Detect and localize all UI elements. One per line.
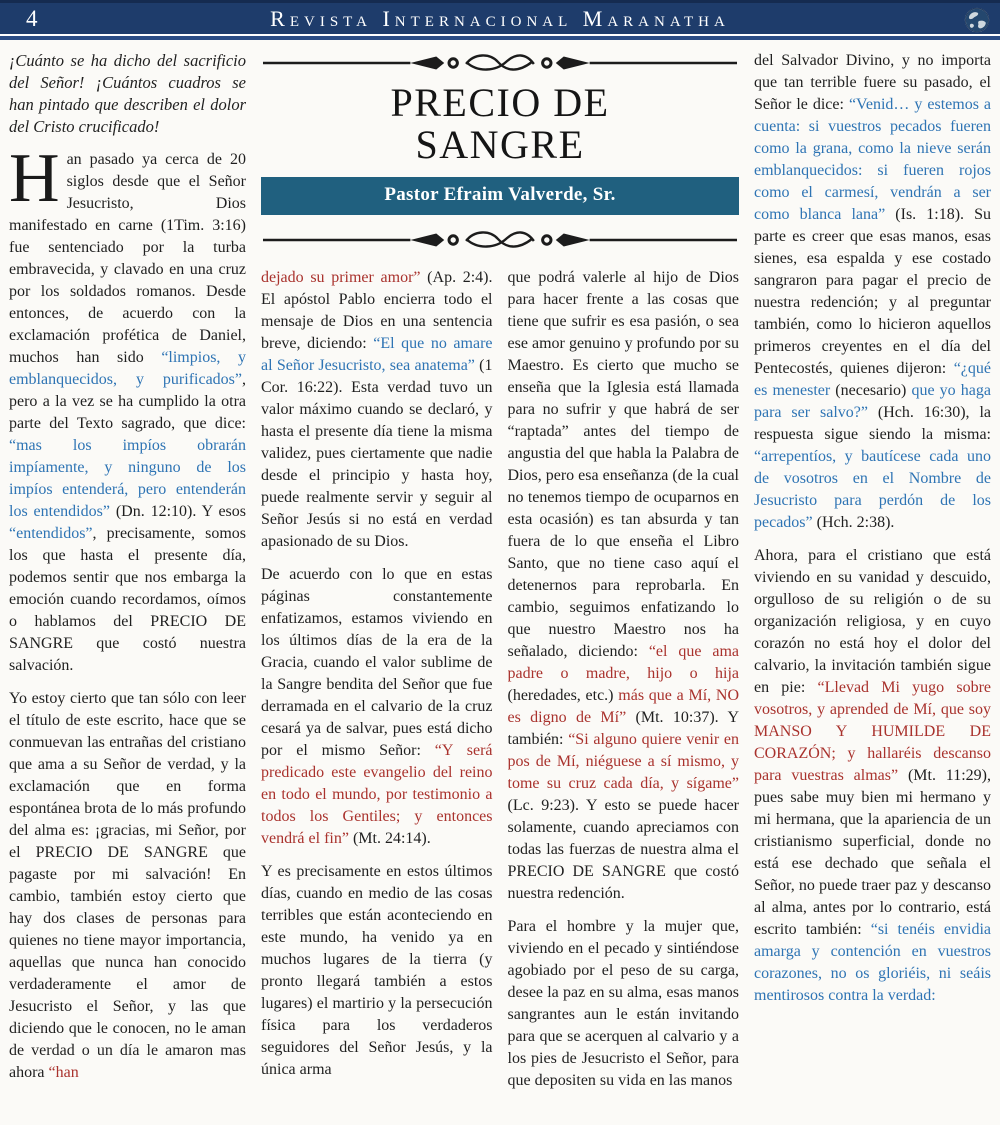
journal-title: Revista Internacional Maranatha	[270, 5, 730, 31]
blue-scripture-quote: “Venid… y estemos a cuenta: si vuestros pecados fueren como la grana, como la nieve serán emblanquecidos: si fueren rojos como el carmesí, vendrán a ser como blanca lana”	[754, 96, 991, 223]
center-columns-wrap	[261, 50, 739, 1122]
blue-scripture-quote: “si tenéis envidia amarga y contención en vuestros corazones, no os gloriéis, ni seáis mentirosos contra la verdad:	[754, 921, 991, 1004]
body-text: an pasado ya cerca de 20 siglos desde que el Señor Jesucristo, Dios manifestado en carne (1Tim. 3:16) fue sentenciado por la turba embravecida, y clavado en una cruz por los soldados romanos. Desde entonces, de acuerdo con la exclamación profética de Daniel, muchos han sido	[9, 151, 246, 366]
blue-scripture-quote: “arrepentíos, y bautícese cada uno de vosotros en el Nombre de Jesucristo para perdón de los pecados”	[754, 448, 991, 531]
article-title-line2: SANGRE	[415, 122, 585, 168]
paragraph	[9, 140, 246, 677]
intro-paragraph	[9, 50, 246, 138]
body-text: De acuerdo con lo que en estas páginas constantemente enfatizamos, estamos viviendo en los últimos días de la era de la Gracia, cuando el valor sublime de la Sangre bendita del Señor que fue derramada en el calvario de la cruz cesará ya de salvar, pues está dicho por el mismo Señor:	[261, 565, 493, 759]
body-text: (Lc. 9:23). Y esto se puede hacer solamente, cuando apreciamos con todas las fuerzas de nuestra alma el PRECIO DE SANGRE que costó nuestra redención.	[507, 796, 739, 902]
body-text: (Dn. 12:10). Y esos	[109, 503, 246, 520]
red-scripture-quote: más que a Mí, NO es digno de Mí”	[507, 686, 739, 726]
article-title	[261, 82, 739, 167]
paragraph	[754, 50, 991, 534]
blue-scripture-quote: “mas los impíos obrarán impíamente, y ninguno de los impíos entenderá, pero entenderán los entendidos”	[9, 437, 246, 520]
paragraph	[508, 267, 740, 905]
body-text: Yo estoy cierto que tan sólo con leer el título de este escrito, hace que se conmuevan las entrañas del cristiano que ama a su Señor de verdad, y la exclamación que en forma espontánea brota de lo más profundo del alma es: ¡gracias, mi Señor, por el PRECIO DE SANGRE que pagaste por mi salvación! En cambio, también estoy cierto que hay dos clases de personas para quienes no tiene mayor importancia, aquellas que nunca han conocido verdaderamente el amor de Jesucristo el Señor, y las que diciendo que le conocen, no le aman de verdad o un día le amaron mas ahora	[9, 690, 246, 1081]
red-scripture-quote: “Si alguno quiere venir en pos de Mí, niéguese a sí mismo, y tome su cruz cada día, y sígame”	[507, 730, 739, 792]
paragraph	[261, 861, 493, 1081]
scroll-divider-icon	[261, 50, 739, 76]
body-text: (Mt. 10:37). Y también:	[507, 708, 739, 748]
body-text: (Mt. 11:29), pues sabe muy bien mi hermano y mi hermana, que la apariencia de un cristianismo superficial, donde no está ese dechado que señala el Señor, no puede traer paz y descanso al alma, antes por lo contrario, está escrito también:	[754, 767, 991, 938]
article-body	[0, 40, 1000, 1122]
page-number: 4	[26, 5, 38, 31]
column-1	[9, 50, 246, 1122]
body-text: Ahora, para el cristiano que está viviendo en su vanidad y descuido, orgulloso de su religión o de su organización religiosa, y en cuyo corazón no está hoy el dolor del calvario, la invitación también sigue en pie:	[754, 547, 991, 696]
column-2	[261, 267, 493, 1122]
paragraph	[9, 688, 246, 1084]
blue-scripture-quote: que yo haga para ser salvo?”	[754, 382, 991, 421]
body-text: (necesario)	[830, 382, 912, 399]
red-scripture-quote: “Y será predicado este evangelio del reino en todo el mundo, por testimonio a todos los Gentiles; y entonces vendrá el fin”	[261, 741, 493, 847]
scroll-divider-icon	[261, 227, 739, 253]
paragraph	[754, 545, 991, 1007]
body-text: (heredades, etc.)	[507, 686, 619, 704]
body-text: , pero a la vez se ha cumplido la otra parte del Texto sagrado, que dice:	[9, 371, 246, 432]
article-title-line1: PRECIO DE	[390, 80, 610, 125]
body-text: Para el hombre y la mujer que, viviendo en el pecado y sintiéndose agobiado por el peso de su carga, desee la paz en su alma, esas manos sangrantes aun le están invitando para que se acerquen al calvario y a los pies de Jesucristo el Señor, para que depositen su vida en las manos	[507, 917, 739, 1089]
paragraph	[261, 564, 493, 850]
body-text: (Ap. 2:4). El apóstol Pablo encierra todo el mensaje de Dios en una sentencia breve, diciendo:	[261, 268, 493, 352]
paragraph	[508, 916, 740, 1092]
masthead-bar	[0, 0, 1000, 34]
body-text: (Is. 1:18). Su parte es creer que esas manos, esas sienes, esa espalda y ese costado sangraron para pagar el precio de nuestra redención; y al preguntar también, como lo hicieron aquellos primeros creyentes en el día del Pentecostés, quienes dijeron:	[754, 206, 991, 377]
blue-scripture-quote: “limpios, y emblanquecidos, y purificados”	[9, 349, 246, 388]
drop-cap: H	[9, 140, 60, 217]
body-text: Y es precisamente en estos últimos días, cuando en medio de las cosas terribles que están aconteciendo en este mundo, ha venido ya en muchos lugares de la tierra (y pronto llegará también a estos lugares) el martirio y la persecución física para los verdaderos seguidores del Señor Jesús, y la única arma	[261, 862, 493, 1078]
column-4	[754, 50, 991, 1122]
red-scripture-quote: dejado su primer amor”	[261, 268, 421, 286]
body-text: (1 Cor. 16:22). Esta verdad tuvo un valor máximo cuando se declaró, y hasta el presente día tiene la misma validez, pues ciertamente que nadie desde el principio y hasta hoy, puede realmente servir y seguir al Señor Jesús si no está en verdad apasionado de su Dios.	[261, 356, 493, 550]
body-text: (Mt. 24:14).	[348, 829, 431, 847]
red-scripture-quote: “Llevad Mi yugo sobre vosotros, y aprended de Mí, que soy MANSO Y HUMILDE DE CORAZÓN; y hallaréis descanso para vuestras almas”	[754, 679, 991, 784]
body-text: (Hch. 2:38).	[812, 514, 895, 531]
red-scripture-quote: “han	[48, 1064, 79, 1081]
center-columns	[261, 267, 739, 1122]
author-bar: Pastor Efraim Valverde, Sr.	[261, 177, 739, 215]
body-text: que podrá valerle al hijo de Dios para hacer frente a las cosas que tiene que sufrir es esa pasión, o sea ese amor genuino y profundo por su Maestro. Es cierto que mucho se enseña que la Iglesia está llamada para no sufrir y que habrá de ser “raptada” antes del tiempo de angustia del que habla la Palabra de Dios, pero esa enseñanza (de la cual no tenemos tiempo de ocuparnos en esta ocasión) es tan absurda y tan fuera de lo que enseña el Libro Santo, que no tiene caso aquí el detenernos para reprobarla. En cambio, seguimos enfatizando lo que nuestro Maestro nos ha señalado, diciendo:	[507, 268, 739, 660]
column-3	[508, 267, 740, 1122]
body-text: (Hch. 16:30), la respuesta sigue siendo la misma:	[754, 404, 991, 443]
blue-scripture-quote: “entendidos”	[9, 525, 93, 542]
globe-icon	[964, 7, 990, 38]
paragraph	[261, 267, 493, 553]
blue-scripture-quote: “¿qué es menester	[754, 360, 991, 399]
article-header	[261, 50, 739, 253]
blue-scripture-quote: “El que no amare al Señor Jesucristo, sea anatema”	[261, 334, 493, 374]
body-text: , precisamente, somos los que hasta el presente día, podemos sentir que nos embarga la emoción cuando recordamos, oímos o hablamos del PRECIO DE SANGRE que costó nuestra salvación.	[9, 525, 246, 674]
body-text: del Salvador Divino, y no importa que tan terrible fuere su pasado, el Señor le dice:	[754, 52, 991, 113]
red-scripture-quote: “el que ama padre o madre, hijo o hija	[507, 642, 739, 682]
body-text: ¡Cuánto se ha dicho del sacrificio del Señor! ¡Cuántos cuadros se han pintado que describen el dolor del Cristo crucificado!	[9, 51, 246, 136]
